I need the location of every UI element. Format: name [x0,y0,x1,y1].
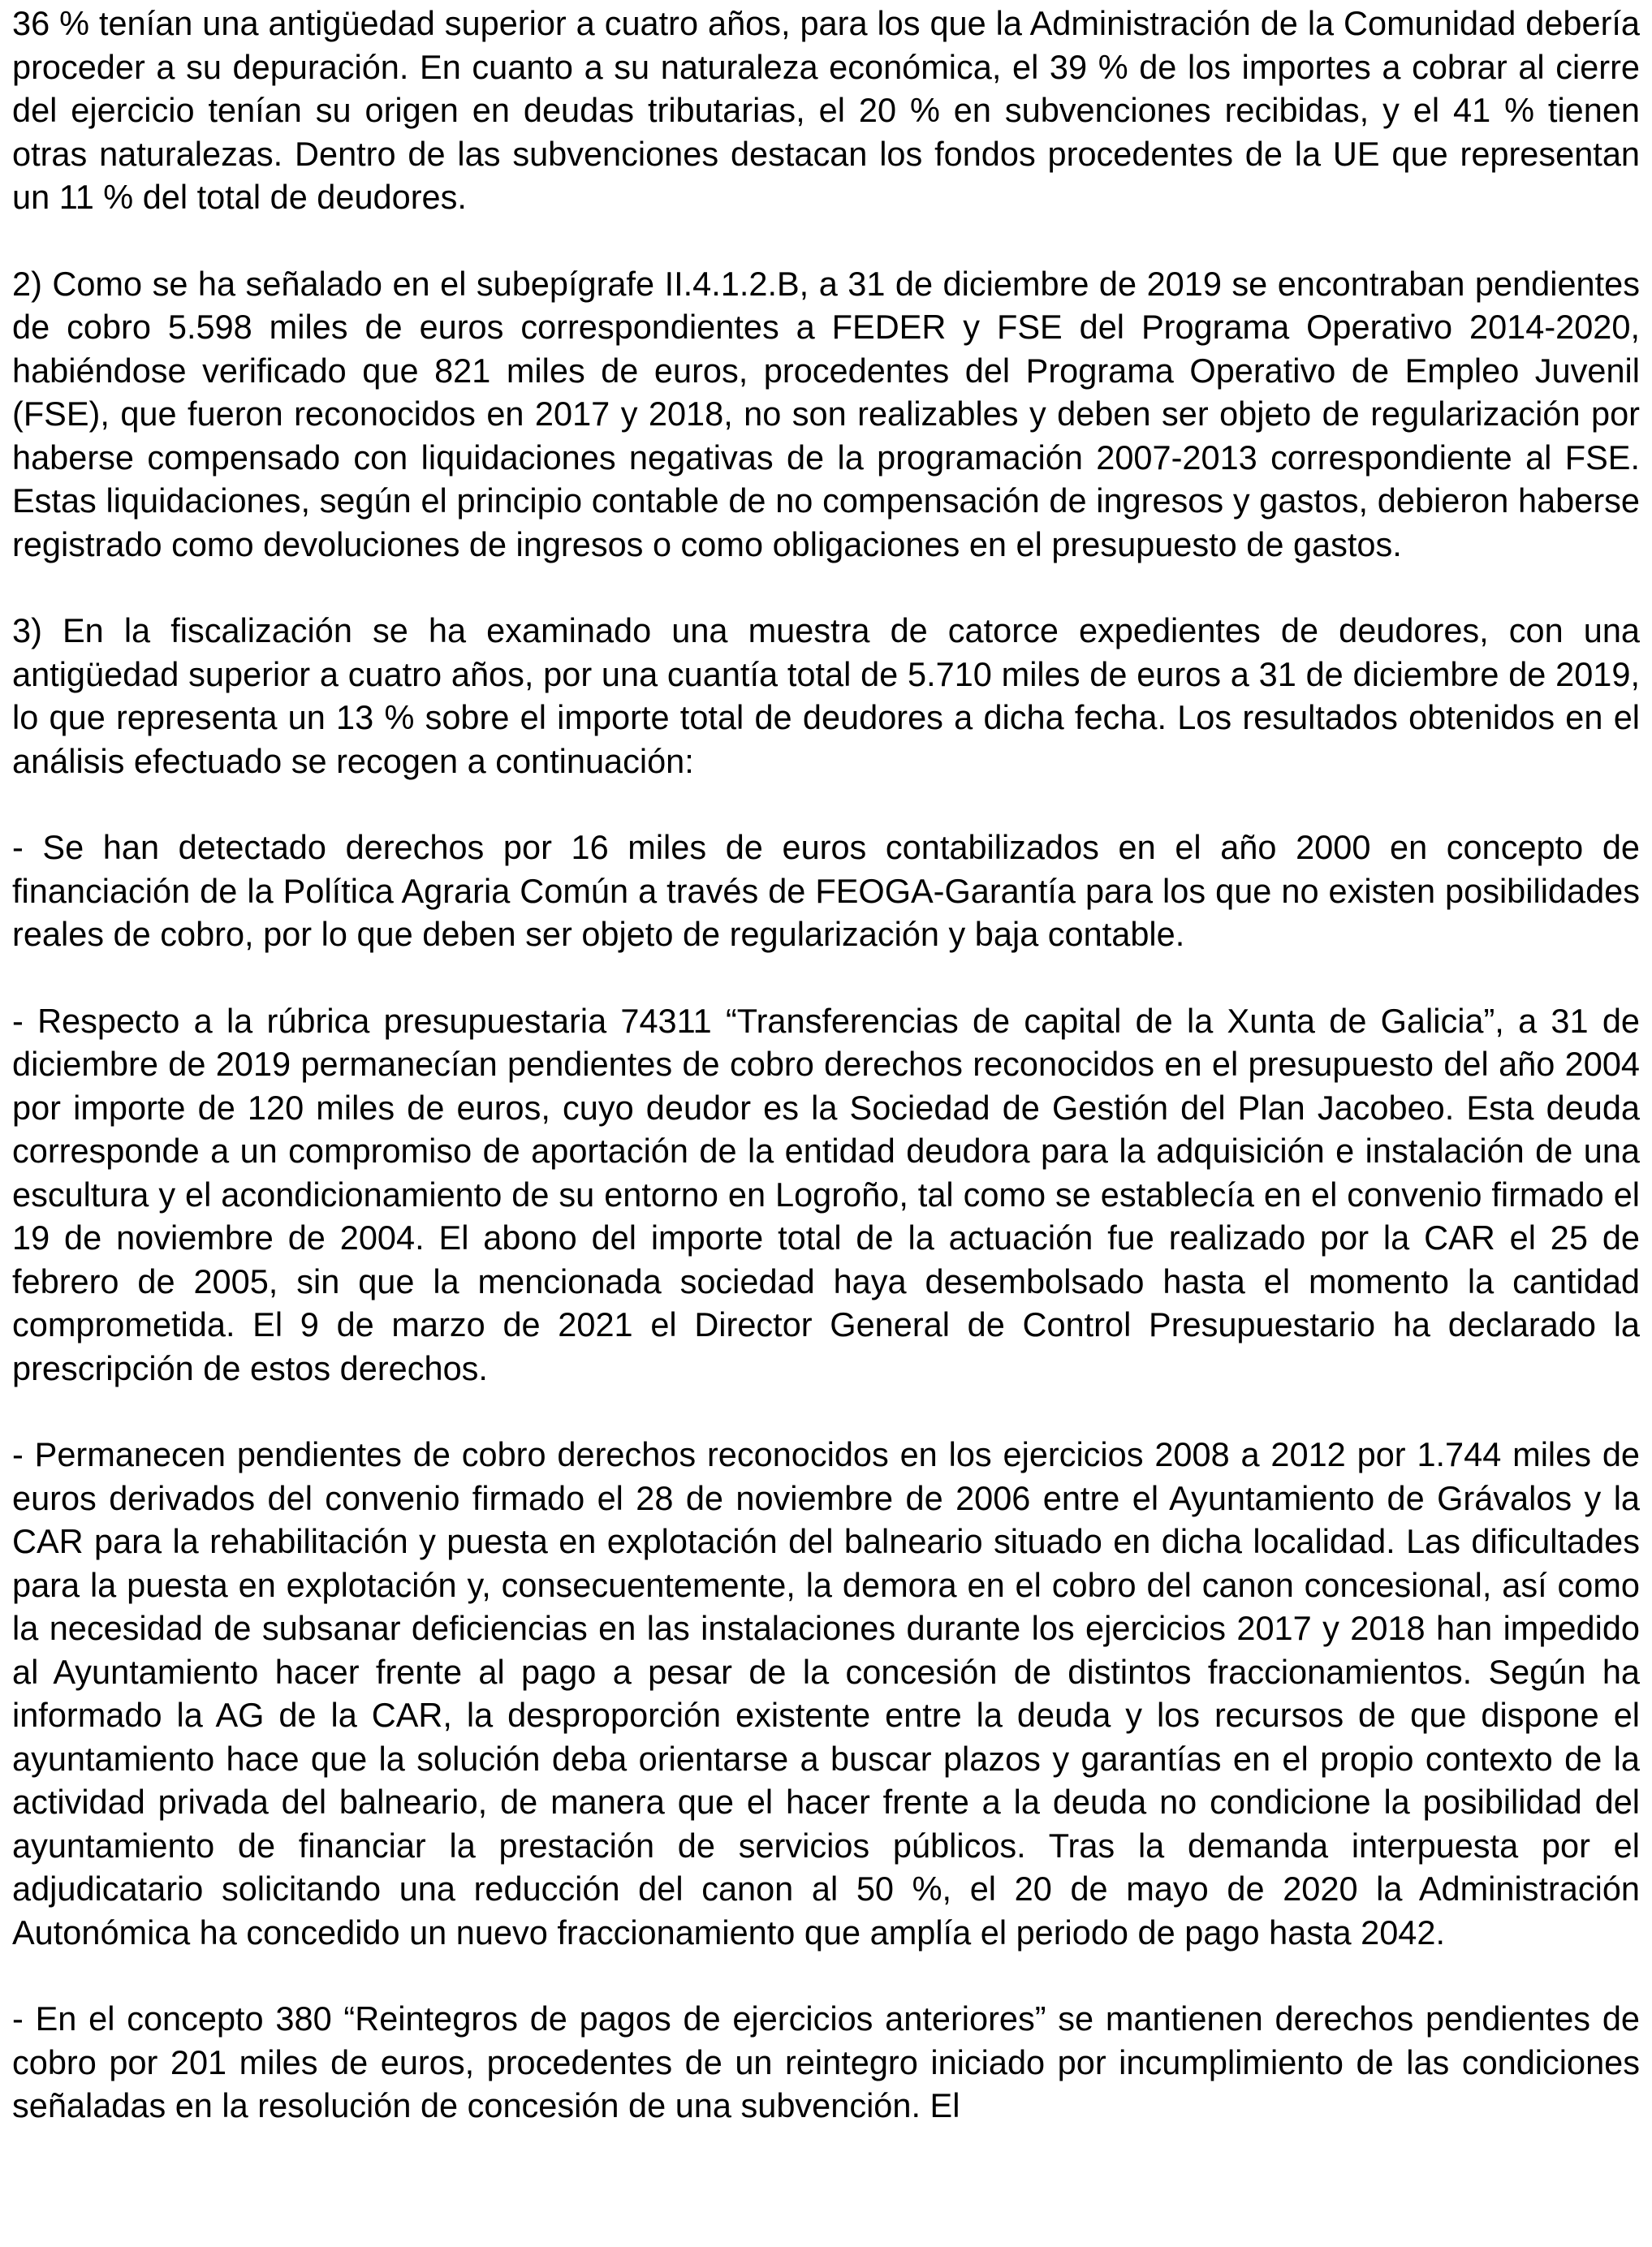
paragraph-reintegros-concepto-380: - En el concepto 380 “Reintegros de pagos de ejercicios anteriores” se mantienen derechos pendientes de cobro por 201 miles de euros, procedentes de un reintegro iniciado por incumplimiento de las condiciones señaladas en la resolución de concesión de una subvención. El [12,1999,1640,2124]
paragraph-feoga-garantia: - Se han detectado derechos por 16 miles de euros contabilizados en el año 2000 en concepto de financiación de la Política Agraria Común a través de FEOGA-Garantía para los que no existen posibilidades reales de cobro, por lo que deben ser objeto de regularización y baja contable. [12,828,1640,953]
paragraph-balneario-gravalos: - Permanecen pendientes de cobro derechos reconocidos en los ejercicios 2008 a 2012 por 1.744 miles de euros derivados del convenio firmado el 28 de noviembre de 2006 entre el Ayuntamiento de Grávalos y la CAR para la rehabilitación y puesta en explotación del balneario situado en dicha localidad. Las dificultades para la puesta en explotación y, consecuentemente, la demora en el cobro del canon concesional, así como la necesidad de subsanar deficiencias en las instalaciones durante los ejercicios 2017 y 2018 han impedido al Ayuntamiento hacer frente al pago a pesar de la concesión de distintos fraccionamientos. Según ha informado la AG de la CAR, la desproporción existente entre la deuda y los recursos de que dispone el ayuntamiento hace que la solución deba orientarse a buscar plazos y garantías en el propio contexto de la actividad privada del balneario, de manera que el hacer frente a la deuda no condicione la posibilidad del ayuntamiento de financiar la prestación de servicios públicos. Tras la demanda interpuesta por el adjudicatario solicitando una reducción del canon al 50 %, el 20 de mayo de 2020 la Administración Autonómica ha concedido un nuevo fraccionamiento que amplía el periodo de pago hasta 2042. [12,1435,1640,1952]
paragraph-feder-fse: 2) Como se ha señalado en el subepígrafe II.4.1.2.B, a 31 de diciembre de 2019 se encontraban pendientes de cobro 5.598 miles de euros correspondientes a FEDER y FSE del Programa Operativo 2014-2020, habiéndose verificado que 821 miles de euros, procedentes del Programa Operativo de Empleo Juvenil (FSE), que fueron reconocidos en 2017 y 2018, no son realizables y deben ser objeto de regularización por haberse compensado con liquidaciones negativas de la programación 2007-2013 correspondiente al FSE. Estas liquidaciones, según el principio contable de no compensación de ingresos y gastos, debieron haberse registrado como devoluciones de ingresos o como obligaciones en el presupuesto de gastos. [12,264,1640,563]
document-page [12,0,1640,2247]
paragraph-deudores-antiguedad: 36 % tenían una antigüedad superior a cuatro años, para los que la Administración de la Comunidad debería proceder a su depuración. En cuanto a su naturaleza económica, el 39 % de los importes a cobrar al cierre del ejercicio tenían su origen en deudas tributarias, el 20 % en subvenciones recibidas, y el 41 % tienen otras naturalezas. Dentro de las subvenciones destacan los fondos procedentes de la UE que representan un 11 % del total de deudores. [12,4,1640,216]
paragraph-muestra-expedientes: 3) En la fiscalización se ha examinado una muestra de catorce expedientes de deudores, con una antigüedad superior a cuatro años, por una cuantía total de 5.710 miles de euros a 31 de diciembre de 2019, lo que representa un 13 % sobre el importe total de deudores a dicha fecha. Los resultados obtenidos en el análisis efectuado se recogen a continuación: [12,611,1640,780]
paragraph-plan-jacobeo: - Respecto a la rúbrica presupuestaria 74311 “Transferencias de capital de la Xunta de Galicia”, a 31 de diciembre de 2019 permanecían pendientes de cobro derechos reconocidos en el presupuesto del año 2004 por importe de 120 miles de euros, cuyo deudor es la Sociedad de Gestión del Plan Jacobeo. Esta deuda corresponde a un compromiso de aportación de la entidad deudora para la adquisición e instalación de una escultura y el acondicionamiento de su entorno en Logroño, tal como se establecía en el convenio firmado el 19 de noviembre de 2004. El abono del importe total de la actuación fue realizado por la CAR el 25 de febrero de 2005, sin que la mencionada sociedad haya desembolsado hasta el momento la cantidad comprometida. El 9 de marzo de 2021 el Director General de Control Presupuestario ha declarado la prescripción de estos derechos. [12,1001,1640,1387]
